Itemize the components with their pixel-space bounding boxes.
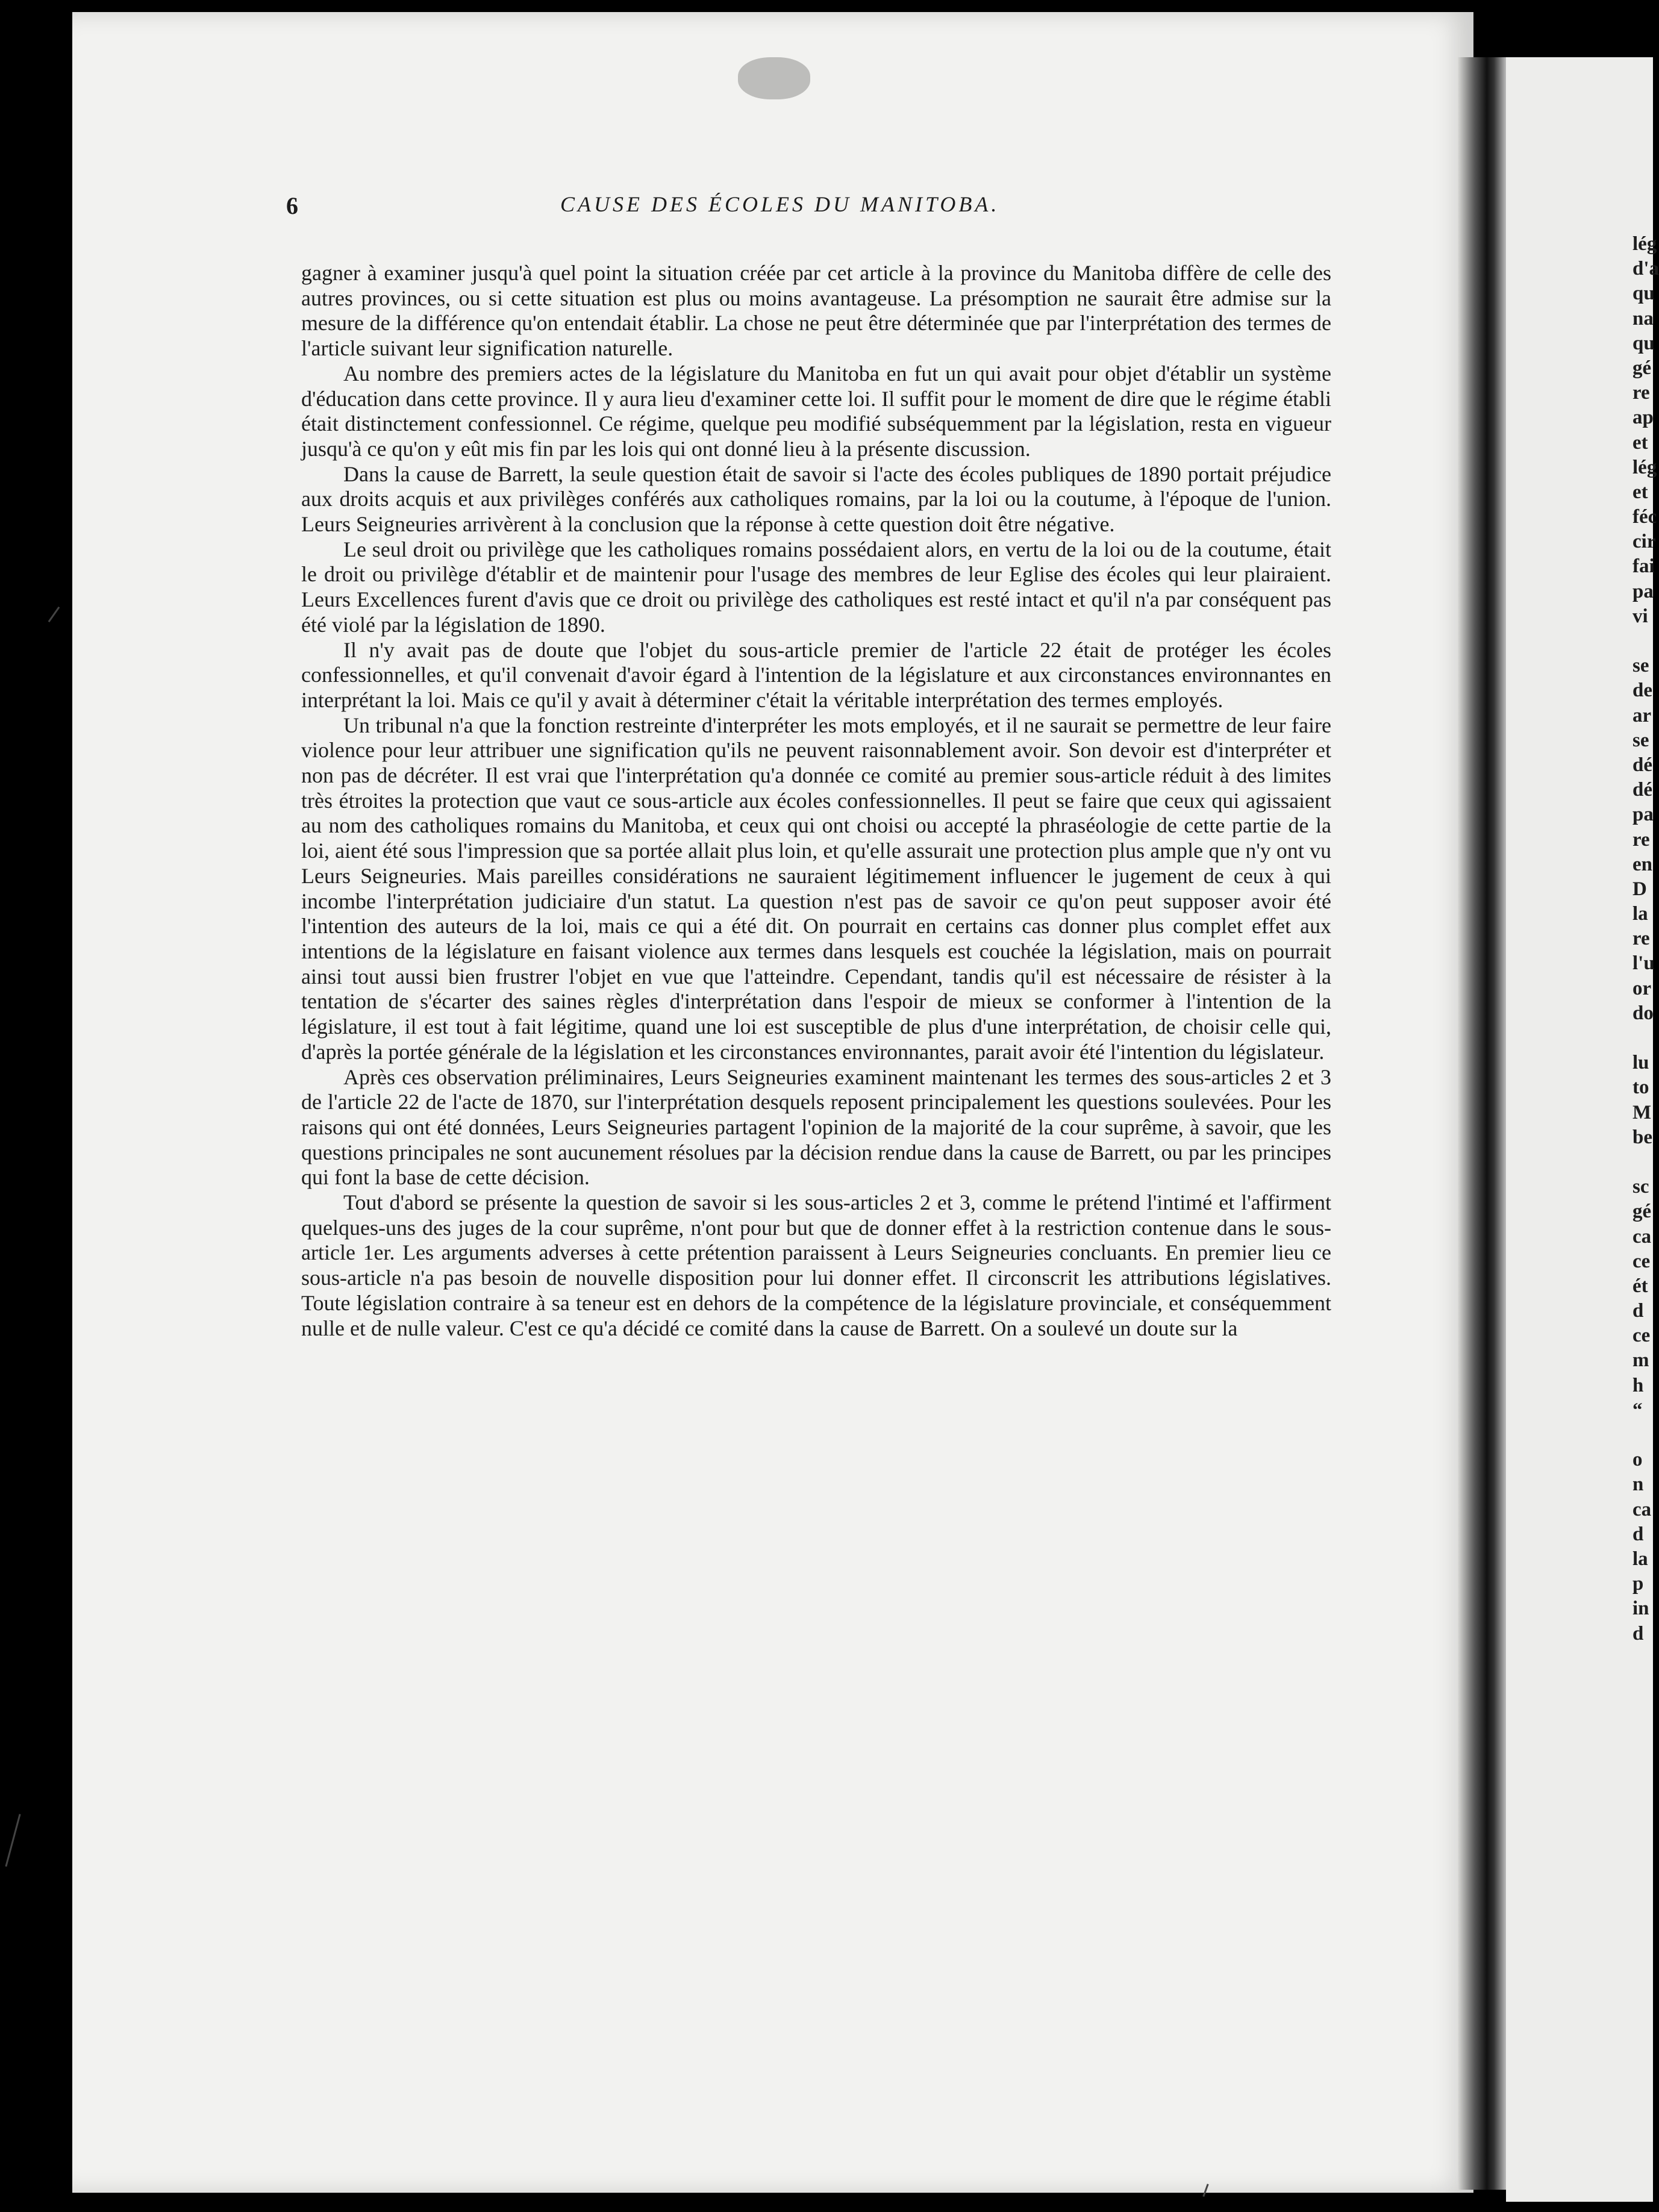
facing-page-fragment: re bbox=[1632, 382, 1650, 404]
facing-page-text bbox=[1632, 232, 1659, 1646]
facing-page-fragment: qu bbox=[1632, 332, 1655, 354]
facing-page-fragment: d bbox=[1632, 1523, 1644, 1545]
facing-page-fragment: ce bbox=[1632, 1325, 1651, 1347]
page-number: 6 bbox=[286, 192, 298, 219]
facing-page-fragment: in bbox=[1632, 1598, 1649, 1620]
body-text bbox=[301, 261, 1331, 1341]
facing-page-fragment: cir bbox=[1632, 531, 1656, 553]
running-title: CAUSE DES ÉCOLES DU MANITOBA. bbox=[560, 192, 1000, 216]
facing-page-fragment: féc bbox=[1632, 506, 1657, 528]
facing-page-fragment: qu bbox=[1632, 283, 1655, 305]
book-gutter bbox=[1458, 57, 1506, 2190]
facing-page-fragment: ca bbox=[1632, 1225, 1652, 1248]
paragraph: Dans la cause de Barrett, la seule question était de savoir si l'acte des écoles publiques de 1890 portait préjudice aux droits acquis et aux privilèges conférés aux catholiques romains, par la loi ou la coutume, à l'époque de l'union. Leurs Seigneuries arrivèrent à la conclusion que la réponse à cette question doit être négative. bbox=[301, 461, 1331, 537]
facing-page-fragment bbox=[1632, 1423, 1659, 1448]
paragraph: Le seul droit ou privilège que les catholiques romains possédaient alors, en vertu de la loi ou de la coutume, était le droit ou privilège d'établir et de maintenir pour l'usage des membres de leur Eglise des écoles qui leur plairaient. Leurs Excellences furent d'avis que ce droit ou privilège des catholiques est resté intact et qu'il n'a par conséquent pas été violé par la législation de 1890. bbox=[301, 537, 1331, 637]
facing-page-fragment: lég bbox=[1632, 456, 1657, 478]
paragraph: Il n'y avait pas de doute que l'objet du sous-article premier de l'article 22 était de protéger les écoles confessionnelles, et qu'il convenait d'avoir égard à l'intention de la législature et aux circonstances environnantes en interprétant la loi. Mais ce qu'il y avait à déterminer c'était la véritable interprétation des termes employés. bbox=[301, 637, 1331, 712]
facing-page-fragment: en bbox=[1632, 853, 1652, 875]
facing-page-fragment: ar bbox=[1632, 704, 1652, 726]
facing-page-fragment: D bbox=[1632, 878, 1647, 900]
facing-page-fragment: dé bbox=[1632, 779, 1652, 801]
facing-page-fragment: ce bbox=[1632, 1250, 1651, 1272]
facing-page-fragment: or bbox=[1632, 977, 1652, 999]
facing-page-fragment: la bbox=[1632, 1548, 1648, 1570]
facing-page-fragment: h bbox=[1632, 1374, 1644, 1396]
facing-page-fragment: re bbox=[1632, 928, 1650, 950]
facing-page-fragment: na bbox=[1632, 307, 1654, 330]
facing-page-fragment: de bbox=[1632, 680, 1652, 702]
facing-page-fragment: ét bbox=[1632, 1275, 1648, 1297]
facing-page-fragment: se bbox=[1632, 729, 1649, 751]
facing-page-fragment: ca bbox=[1632, 1498, 1652, 1520]
margin-mark bbox=[5, 1814, 20, 1867]
facing-page-fragment: re bbox=[1632, 828, 1650, 851]
facing-page-fragment: d bbox=[1632, 1622, 1644, 1645]
facing-page-fragment: do bbox=[1632, 1002, 1654, 1024]
facing-page-fragment: o bbox=[1632, 1449, 1643, 1471]
facing-page-fragment: dé bbox=[1632, 754, 1652, 776]
facing-page-fragment: m bbox=[1632, 1349, 1649, 1372]
facing-page-fragment: et bbox=[1632, 431, 1648, 454]
facing-page-fragment: et bbox=[1632, 481, 1648, 503]
facing-page-fragment: to bbox=[1632, 1076, 1649, 1099]
facing-page-fragment: fai bbox=[1632, 555, 1655, 578]
facing-page-fragment: pa bbox=[1632, 580, 1654, 602]
facing-page-fragment: be bbox=[1632, 1126, 1652, 1148]
facing-page-fragment bbox=[1632, 629, 1659, 654]
running-head bbox=[286, 192, 1346, 222]
margin-ink-blot bbox=[738, 57, 810, 99]
margin-mark bbox=[48, 607, 60, 622]
paragraph: Après ces observation préliminaires, Leurs Seigneuries examinent maintenant les termes des sous-articles 2 et 3 de l'article 22 de l'acte de 1870, sur l'interprétation desquels reposent principalement les questions soulevées. Pour les raisons qui ont été données, Leurs Seigneuries partagent l'opinion de la majorité de la cour suprême, à savoir, que les questions principales ne sont aucunement résolues par la décision rendue dans la cause de Barrett, ou par les principes qui font la base de cette décision. bbox=[301, 1064, 1331, 1190]
facing-page-fragment: ap bbox=[1632, 407, 1654, 429]
facing-page-fragment: lu bbox=[1632, 1052, 1649, 1074]
facing-page-fragment: n bbox=[1632, 1473, 1644, 1496]
facing-page bbox=[1506, 57, 1653, 2202]
facing-page-fragment: M bbox=[1632, 1101, 1652, 1123]
facing-page-fragment: d bbox=[1632, 1300, 1644, 1322]
facing-page-fragment: d'a bbox=[1632, 258, 1659, 280]
paragraph: Un tribunal n'a que la fonction restreinte d'interpréter les mots employés, et il ne saurait se permettre de leur faire violence pour leur attribuer une signification qu'ils ne peuvent raisonnablement avoir. Son devoir est d'interpréter et non pas de décréter. Il est vrai que l'interprétation qu'a donnée ce comité au premier sous-article réduit à des limites très étroites la protection que vaut ce sous-article aux écoles confessionnelles. Il peut se faire que ceux qui agissaient au nom des catholiques romains du Manitoba, et ceux qui ont choisi ou accepté la phraséologie de cette partie de la loi, aient été sous l'impression que sa portée allait plus loin, et qu'elle assurait une protection plus ample que n'y ont vu Leurs Seigneuries. Mais pareilles considérations ne sauraient légitimement influencer le jugement de ceux à qui incombe l'interprétation judiciaire d'un statut. La question n'est pas de savoir ce qu'on peut supposer avoir été l'intention des auteurs de la loi, mais ce qui a été dit. On pourrait en certains cas donner plus complet effet aux intentions de la législature en faisant violence aux termes dans lesquels est couchée la législation, mais on pourrait ainsi tout aussi bien frustrer l'objet en vue que l'atteindre. Cependant, tandis qu'il est nécessaire de résister à la tentation de s'écarter des saines règles d'interprétation dans l'espoir de mieux se conformer à l'intention de la législature, il est tout à fait légitime, quand une loi est susceptible de plus d'une interprétation, de choisir celle qui, d'après la portée générale de la législation et les circonstances environnantes, parait avoir été l'intention du législateur. bbox=[301, 713, 1331, 1064]
paragraph: Au nombre des premiers actes de la législature du Manitoba en fut un qui avait pour objet d'établir un système d'éducation dans cette province. Il y aura lieu d'examiner cette loi. Il suffit pour le moment de dire que le régime établi était distinctement confessionnel. Ce régime, quelque peu modifié subséquemment par la législation, resta en vigueur jusqu'à ce qu'on y eût mis fin par les lois qui ont donné lieu à la présente discussion. bbox=[301, 361, 1331, 461]
facing-page-fragment: “ bbox=[1632, 1399, 1643, 1421]
facing-page-fragment: lég bbox=[1632, 233, 1657, 255]
facing-page-fragment: vi bbox=[1632, 605, 1648, 627]
facing-page-fragment: se bbox=[1632, 655, 1649, 677]
paragraph: gagner à examiner jusqu'à quel point la situation créée par cet article à la province du Manitoba diffère de celle des autres provinces, ou si cette situation est plus ou moins avantageuse. La présomption ne saurait être admise sur la mesure de la différence qu'on entendait établir. La chose ne peut être déterminée que par l'interprétation des termes de l'article suivant leur signification naturelle. bbox=[301, 261, 1331, 361]
facing-page-fragment: pa bbox=[1632, 804, 1654, 826]
facing-page-fragment: gé bbox=[1632, 1201, 1652, 1223]
facing-page-fragment bbox=[1632, 1150, 1659, 1175]
facing-page-fragment: sc bbox=[1632, 1176, 1649, 1198]
facing-page-fragment: la bbox=[1632, 903, 1648, 925]
facing-page-fragment: p bbox=[1632, 1573, 1644, 1595]
facing-page-fragment: l'u bbox=[1632, 952, 1655, 975]
paragraph: Tout d'abord se présente la question de savoir si les sous-articles 2 et 3, comme le prétend l'intimé et l'affirment quelques-uns des juges de la cour suprême, n'ont pour but que de donner effet à la restriction contenue dans le sous-article 1er. Les arguments adverses à cette prétention paraissent à Leurs Seigneuries concluants. En premier lieu ce sous-article n'a pas besoin de nouvelle disposition pour lui donner effet. Il circonscrit les attributions législatives. Toute législation contraire à sa teneur est en dehors de la compétence de la législature provinciale, et conséquemment nulle et de nulle valeur. C'est ce qu'a décidé ce comité dans la cause de Barrett. On a soulevé un doute sur la bbox=[301, 1190, 1331, 1340]
facing-page-fragment bbox=[1632, 1026, 1659, 1051]
facing-page-fragment: gé bbox=[1632, 357, 1652, 379]
